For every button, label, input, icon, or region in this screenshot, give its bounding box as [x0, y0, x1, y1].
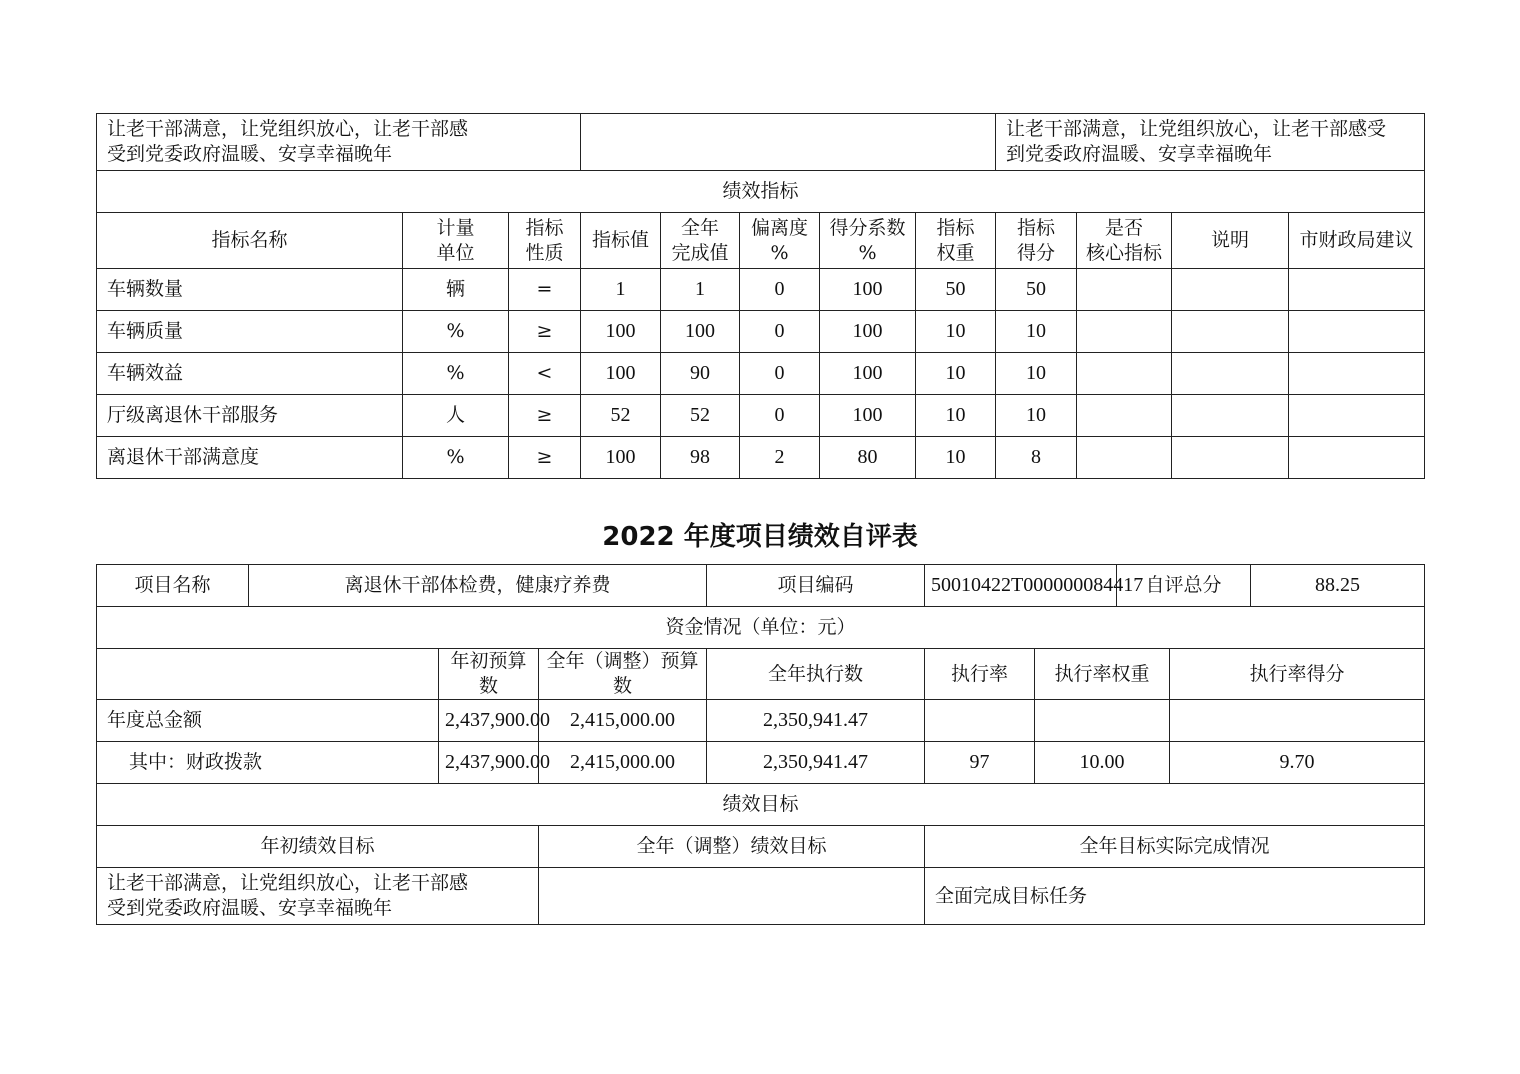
goal-adjusted-cell [581, 114, 996, 171]
indicator-section-title: 绩效指标 [97, 171, 1425, 213]
header-name: 指标名称 [97, 213, 403, 269]
header-coefficient: 得分系数 % [820, 213, 916, 269]
header-weight: 指标 权重 [916, 213, 996, 269]
self-evaluation-table [96, 564, 1425, 925]
col-executed: 全年执行数 [707, 649, 925, 700]
project-code-value: 50010422T000000084417 [925, 565, 1117, 607]
header-unit: 计量 单位 [403, 213, 509, 269]
table-row: 离退休干部满意度 % ≥ 100 98 2 80 10 8 [97, 437, 1425, 479]
header-note: 说明 [1172, 213, 1289, 269]
table-row: 其中：财政拨款 2,437,900.00 2,415,000.00 2,350,941.47 97 10.00 9.70 [97, 742, 1425, 784]
header-score: 指标 得分 [996, 213, 1077, 269]
goal-actual-label: 全年目标实际完成情况 [925, 826, 1425, 868]
total-score-value: 88.25 [1251, 565, 1425, 607]
goal-adjusted-cell [539, 868, 925, 925]
header-done: 全年 完成值 [661, 213, 740, 269]
project-name-value: 离退休干部体检费，健康疗养费 [249, 565, 707, 607]
goals-header-row [97, 826, 1425, 868]
goals-content-row [97, 868, 1425, 925]
header-nature: 指标 性质 [509, 213, 581, 269]
col-adjusted: 全年（调整）预算数 [539, 649, 707, 700]
header-core: 是否 核心指标 [1077, 213, 1172, 269]
page-title: 2022 年度项目绩效自评表 [602, 522, 918, 552]
table-row: 车辆数量 辆 = 1 1 0 100 50 50 [97, 269, 1425, 311]
goal-actual-cell: 全面完成目标任务 [925, 868, 1425, 925]
table-row: 年度总金额 2,437,900.00 2,415,000.00 2,350,941.47 [97, 700, 1425, 742]
goal-initial-cell: 让老干部满意，让党组织放心，让老干部感 受到党委政府温暖、安享幸福晚年 [97, 868, 539, 925]
header-target: 指标值 [581, 213, 661, 269]
total-score-label: 自评总分 [1117, 565, 1251, 607]
goal-adjusted-label: 全年（调整）绩效目标 [539, 826, 925, 868]
col-rate-weight: 执行率权重 [1035, 649, 1170, 700]
funds-section-title: 资金情况（单位：元） [97, 607, 1425, 649]
goal-initial-label: 年初绩效目标 [97, 826, 539, 868]
project-name-label: 项目名称 [97, 565, 249, 607]
goals-section-title: 绩效目标 [97, 784, 1425, 826]
table-row: 车辆效益 % < 100 90 0 100 10 10 [97, 353, 1425, 395]
col-initial: 年初预算数 [439, 649, 539, 700]
funds-header-row [97, 649, 1425, 700]
project-info-row [97, 565, 1425, 607]
header-deviation: 偏离度 % [740, 213, 820, 269]
goal-actual-cell: 让老干部满意，让党组织放心，让老干部感受 到党委政府温暖、安享幸福晚年 [996, 114, 1425, 171]
project-code-label: 项目编码 [707, 565, 925, 607]
indicator-header-row [97, 213, 1425, 269]
header-advice: 市财政局建议 [1289, 213, 1425, 269]
table-row: 厅级离退休干部服务 人 ≥ 52 52 0 100 10 10 [97, 395, 1425, 437]
goal-initial-cell: 让老干部满意，让党组织放心，让老干部感 受到党委政府温暖、安享幸福晚年 [97, 114, 581, 171]
col-rate: 执行率 [925, 649, 1035, 700]
col-rate-score: 执行率得分 [1170, 649, 1425, 700]
goal-row [97, 114, 1425, 171]
indicator-table [96, 113, 1425, 479]
table-row: 车辆质量 % ≥ 100 100 0 100 10 10 [97, 311, 1425, 353]
